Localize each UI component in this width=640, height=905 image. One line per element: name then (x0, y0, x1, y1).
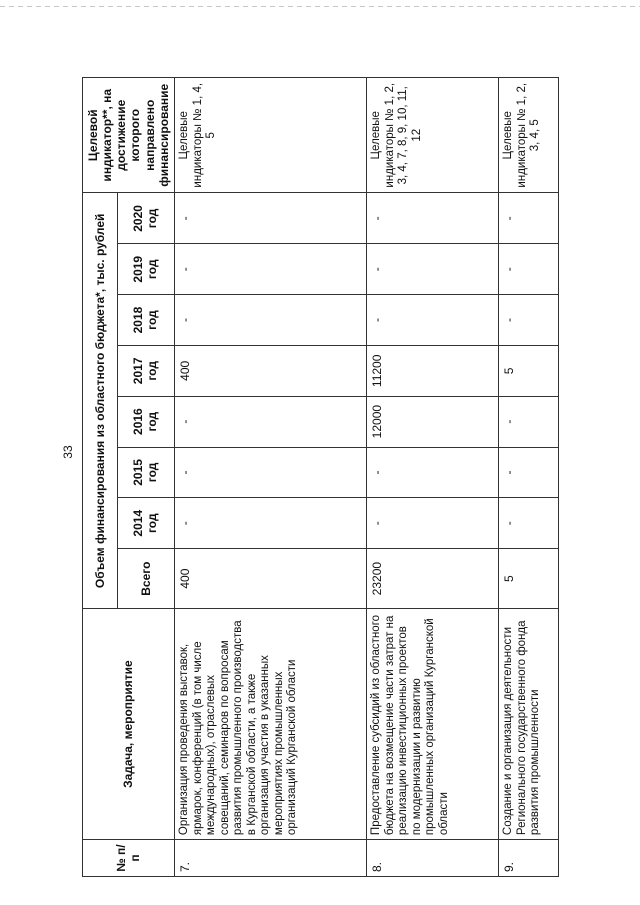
table-row (174, 78, 366, 877)
table-row (366, 78, 498, 877)
row-value: - (174, 447, 366, 498)
row-value: - (366, 447, 498, 498)
header-year: 2016 год (117, 396, 174, 447)
header-num: № п/п (83, 840, 175, 877)
row-indicator: Целевые индикаторы № 1, 2, 3, 4, 7, 8, 9, 10, 11, 12 (366, 78, 498, 194)
header-row-1 (83, 78, 118, 877)
row-value: - (174, 295, 366, 346)
row-task: Предоставление субсидий из областного бюджета на возмещение части затрат на реализацию инвестиционных проектов по модернизации и развитию промышленных организаций Курганской области (366, 609, 498, 840)
header-year: 2017 год (117, 345, 174, 396)
row-value: - (174, 396, 366, 447)
row-value: - (498, 193, 558, 244)
row-task: Создание и организация деятельности Регионального государственного фонда развития промышленности (498, 609, 558, 840)
row-value: 11200 (366, 345, 498, 396)
row-value: 12000 (366, 396, 498, 447)
row-indicator: Целевые индикаторы № 1, 4, 5 (174, 78, 366, 194)
header-year: 2019 год (117, 244, 174, 295)
header-total: Всего (117, 549, 174, 609)
row-value: - (498, 396, 558, 447)
row-num: 9. (498, 840, 558, 877)
row-num: 8. (366, 840, 498, 877)
row-total: 400 (174, 549, 366, 609)
header-task: Задача, мероприятие (83, 609, 175, 840)
row-value: - (174, 498, 366, 549)
row-value: - (366, 295, 498, 346)
row-value: - (498, 295, 558, 346)
row-total: 5 (498, 549, 558, 609)
table-row (498, 78, 558, 877)
row-value: - (174, 193, 366, 244)
row-indicator: Целевые индикаторы № 1, 2, 3, 4, 5 (498, 78, 558, 194)
scan-artifact-line (0, 6, 640, 7)
header-year: 2014 год (117, 498, 174, 549)
header-year: 2020 год (117, 193, 174, 244)
row-value: - (366, 498, 498, 549)
row-value: 5 (498, 345, 558, 396)
row-value: - (498, 447, 558, 498)
financing-table (82, 77, 559, 877)
row-value: 400 (174, 345, 366, 396)
header-indicator: Целевой индикатор**, на достижение которого направлено финансирование (83, 78, 175, 194)
row-value: - (366, 193, 498, 244)
header-year: 2015 год (117, 447, 174, 498)
row-value: - (498, 244, 558, 295)
header-year: 2018 год (117, 295, 174, 346)
header-funding-group: Объем финансирования из областного бюджета*, тыс. рублей (83, 193, 118, 609)
row-value: - (174, 244, 366, 295)
row-total: 23200 (366, 549, 498, 609)
rotated-sheet (82, 77, 562, 877)
row-num: 7. (174, 840, 366, 877)
row-value: - (366, 244, 498, 295)
row-value: - (498, 498, 558, 549)
row-task: Организация проведения выставок, ярмарок, конференций (в том числе международных), отраслевых совещаний, семинаров по вопросам развития промышленного производства в Курганской области, а также организация участия в указанных мероприятиях промышленных организаций Курганской области (174, 609, 366, 840)
page-number: 33 (61, 445, 75, 459)
